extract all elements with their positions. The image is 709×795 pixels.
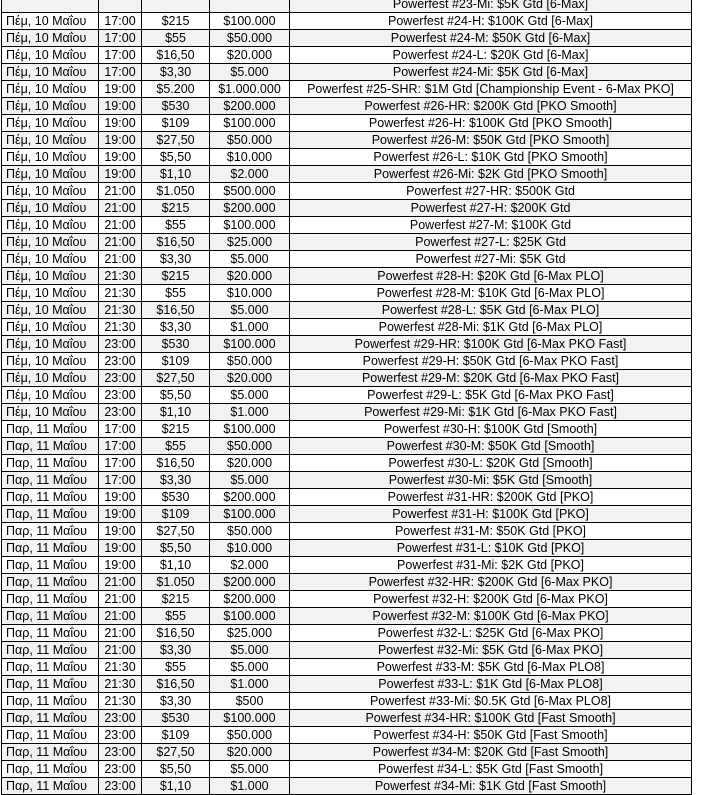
table-row <box>2 183 692 200</box>
time-cell: 19:00 <box>99 132 142 149</box>
table-row <box>2 0 692 13</box>
date-cell: Πέμ, 10 Μαΐου <box>2 353 99 370</box>
tournament-name-cell: Powerfest #23-Mi: $5K Gtd [6-Max] <box>290 0 692 13</box>
date-cell: Παρ, 11 Μαΐου <box>2 591 99 608</box>
table-row <box>2 81 692 98</box>
buyin-cell: $3,30 <box>142 472 210 489</box>
guarantee-cell <box>210 0 290 13</box>
time-cell: 21:00 <box>99 183 142 200</box>
tournament-name-cell: Powerfest #25-SHR: $1M Gtd [Championship Event - 6-Max PKO] <box>290 81 692 98</box>
guarantee-cell: $200.000 <box>210 574 290 591</box>
time-cell: 21:30 <box>99 693 142 710</box>
tournament-name-cell: Powerfest #27-HR: $500K Gtd <box>290 183 692 200</box>
table-row <box>2 489 692 506</box>
date-cell: Παρ, 11 Μαΐου <box>2 710 99 727</box>
time-cell: 19:00 <box>99 557 142 574</box>
tournament-name-cell: Powerfest #26-L: $10K Gtd [PKO Smooth] <box>290 149 692 166</box>
tournament-name-cell: Powerfest #31-L: $10K Gtd [PKO] <box>290 540 692 557</box>
date-cell: Πέμ, 10 Μαΐου <box>2 47 99 64</box>
buyin-cell: $215 <box>142 268 210 285</box>
date-cell: Παρ, 11 Μαΐου <box>2 744 99 761</box>
buyin-cell: $3,30 <box>142 319 210 336</box>
time-cell: 21:30 <box>99 319 142 336</box>
buyin-cell: $3,30 <box>142 693 210 710</box>
guarantee-cell: $5.000 <box>210 64 290 81</box>
date-cell: Παρ, 11 Μαΐου <box>2 506 99 523</box>
tournament-name-cell: Powerfest #26-Mi: $2K Gtd [PKO Smooth] <box>290 166 692 183</box>
time-cell: 19:00 <box>99 489 142 506</box>
date-cell: Παρ, 11 Μαΐου <box>2 625 99 642</box>
time-cell: 17:00 <box>99 64 142 81</box>
table-row <box>2 47 692 64</box>
buyin-cell: $55 <box>142 285 210 302</box>
table-row <box>2 13 692 30</box>
date-cell: Πέμ, 10 Μαΐου <box>2 30 99 47</box>
date-cell: Πέμ, 10 Μαΐου <box>2 302 99 319</box>
table-row <box>2 591 692 608</box>
table-row <box>2 727 692 744</box>
date-cell: Παρ, 11 Μαΐου <box>2 540 99 557</box>
table-row <box>2 659 692 676</box>
time-cell: 21:00 <box>99 200 142 217</box>
time-cell: 21:00 <box>99 608 142 625</box>
time-cell: 23:00 <box>99 336 142 353</box>
tournament-name-cell: Powerfest #29-L: $5K Gtd [6-Max PKO Fast] <box>290 387 692 404</box>
guarantee-cell: $25.000 <box>210 625 290 642</box>
buyin-cell: $16,50 <box>142 625 210 642</box>
tournament-name-cell: Powerfest #26-M: $50K Gtd [PKO Smooth] <box>290 132 692 149</box>
date-cell <box>2 0 99 13</box>
time-cell: 17:00 <box>99 421 142 438</box>
buyin-cell: $5,50 <box>142 387 210 404</box>
date-cell: Παρ, 11 Μαΐου <box>2 608 99 625</box>
tournament-name-cell: Powerfest #24-M: $50K Gtd [6-Max] <box>290 30 692 47</box>
date-cell: Πέμ, 10 Μαΐου <box>2 251 99 268</box>
guarantee-cell: $10.000 <box>210 540 290 557</box>
date-cell: Παρ, 11 Μαΐου <box>2 778 99 795</box>
time-cell: 23:00 <box>99 727 142 744</box>
tournament-name-cell: Powerfest #29-HR: $100K Gtd [6-Max PKO Fast] <box>290 336 692 353</box>
buyin-cell: $27,50 <box>142 523 210 540</box>
tournament-name-cell: Powerfest #26-H: $100K Gtd [PKO Smooth] <box>290 115 692 132</box>
buyin-cell: $55 <box>142 608 210 625</box>
guarantee-cell: $100.000 <box>210 506 290 523</box>
table-row <box>2 574 692 591</box>
tournament-name-cell: Powerfest #29-Mi: $1K Gtd [6-Max PKO Fast] <box>290 404 692 421</box>
tournament-name-cell: Powerfest #30-L: $20K Gtd [Smooth] <box>290 455 692 472</box>
table-row <box>2 625 692 642</box>
time-cell: 19:00 <box>99 540 142 557</box>
time-cell: 17:00 <box>99 30 142 47</box>
time-cell: 23:00 <box>99 761 142 778</box>
buyin-cell <box>142 0 210 13</box>
guarantee-cell: $1.000 <box>210 676 290 693</box>
date-cell: Πέμ, 10 Μαΐου <box>2 268 99 285</box>
table-row <box>2 540 692 557</box>
schedule-body <box>2 0 692 795</box>
tournament-name-cell: Powerfest #30-M: $50K Gtd [Smooth] <box>290 438 692 455</box>
buyin-cell: $109 <box>142 727 210 744</box>
guarantee-cell: $10.000 <box>210 149 290 166</box>
guarantee-cell: $50.000 <box>210 353 290 370</box>
buyin-cell: $5,50 <box>142 149 210 166</box>
time-cell: 19:00 <box>99 523 142 540</box>
table-row <box>2 472 692 489</box>
guarantee-cell: $100.000 <box>210 115 290 132</box>
tournament-name-cell: Powerfest #34-L: $5K Gtd [Fast Smooth] <box>290 761 692 778</box>
time-cell: 21:00 <box>99 234 142 251</box>
tournament-name-cell: Powerfest #27-H: $200K Gtd <box>290 200 692 217</box>
date-cell: Πέμ, 10 Μαΐου <box>2 387 99 404</box>
time-cell: 21:30 <box>99 268 142 285</box>
time-cell: 17:00 <box>99 13 142 30</box>
tournament-name-cell: Powerfest #28-Mi: $1K Gtd [6-Max PLO] <box>290 319 692 336</box>
buyin-cell: $5.200 <box>142 81 210 98</box>
time-cell: 17:00 <box>99 472 142 489</box>
buyin-cell: $16,50 <box>142 234 210 251</box>
table-row <box>2 421 692 438</box>
guarantee-cell: $50.000 <box>210 523 290 540</box>
date-cell: Πέμ, 10 Μαΐου <box>2 200 99 217</box>
time-cell: 23:00 <box>99 353 142 370</box>
buyin-cell: $530 <box>142 98 210 115</box>
date-cell: Πέμ, 10 Μαΐου <box>2 183 99 200</box>
date-cell: Παρ, 11 Μαΐου <box>2 676 99 693</box>
tournament-name-cell: Powerfest #33-M: $5K Gtd [6-Max PLO8] <box>290 659 692 676</box>
date-cell: Πέμ, 10 Μαΐου <box>2 132 99 149</box>
guarantee-cell: $5.000 <box>210 761 290 778</box>
tournament-name-cell: Powerfest #24-Mi: $5K Gtd [6-Max] <box>290 64 692 81</box>
table-row <box>2 557 692 574</box>
date-cell: Πέμ, 10 Μαΐου <box>2 64 99 81</box>
buyin-cell: $215 <box>142 421 210 438</box>
tournament-name-cell: Powerfest #33-L: $1K Gtd [6-Max PLO8] <box>290 676 692 693</box>
buyin-cell: $27,50 <box>142 132 210 149</box>
table-row <box>2 506 692 523</box>
tournament-name-cell: Powerfest #34-HR: $100K Gtd [Fast Smooth] <box>290 710 692 727</box>
time-cell: 21:30 <box>99 285 142 302</box>
guarantee-cell: $2.000 <box>210 557 290 574</box>
buyin-cell: $5,50 <box>142 540 210 557</box>
buyin-cell: $530 <box>142 489 210 506</box>
guarantee-cell: $200.000 <box>210 98 290 115</box>
time-cell: 19:00 <box>99 506 142 523</box>
tournament-name-cell: Powerfest #31-M: $50K Gtd [PKO] <box>290 523 692 540</box>
table-row <box>2 676 692 693</box>
tournament-name-cell: Powerfest #32-HR: $200K Gtd [6-Max PKO] <box>290 574 692 591</box>
date-cell: Παρ, 11 Μαΐου <box>2 761 99 778</box>
date-cell: Παρ, 11 Μαΐου <box>2 438 99 455</box>
guarantee-cell: $100.000 <box>210 421 290 438</box>
buyin-cell: $1,10 <box>142 404 210 421</box>
time-cell: 19:00 <box>99 166 142 183</box>
table-row <box>2 285 692 302</box>
date-cell: Πέμ, 10 Μαΐου <box>2 217 99 234</box>
date-cell: Πέμ, 10 Μαΐου <box>2 336 99 353</box>
buyin-cell: $215 <box>142 200 210 217</box>
table-row <box>2 115 692 132</box>
buyin-cell: $16,50 <box>142 676 210 693</box>
buyin-cell: $27,50 <box>142 370 210 387</box>
guarantee-cell: $5.000 <box>210 659 290 676</box>
date-cell: Παρ, 11 Μαΐου <box>2 489 99 506</box>
tournament-name-cell: Powerfest #34-M: $20K Gtd [Fast Smooth] <box>290 744 692 761</box>
buyin-cell: $109 <box>142 353 210 370</box>
guarantee-cell: $1.000 <box>210 404 290 421</box>
tournament-name-cell: Powerfest #32-M: $100K Gtd [6-Max PKO] <box>290 608 692 625</box>
tournament-name-cell: Powerfest #29-M: $20K Gtd [6-Max PKO Fast] <box>290 370 692 387</box>
date-cell: Παρ, 11 Μαΐου <box>2 523 99 540</box>
date-cell: Πέμ, 10 Μαΐου <box>2 81 99 98</box>
guarantee-cell: $20.000 <box>210 268 290 285</box>
date-cell: Πέμ, 10 Μαΐου <box>2 370 99 387</box>
guarantee-cell: $5.000 <box>210 302 290 319</box>
date-cell: Παρ, 11 Μαΐου <box>2 642 99 659</box>
table-row <box>2 217 692 234</box>
date-cell: Πέμ, 10 Μαΐου <box>2 98 99 115</box>
guarantee-cell: $20.000 <box>210 455 290 472</box>
tournament-name-cell: Powerfest #24-L: $20K Gtd [6-Max] <box>290 47 692 64</box>
date-cell: Πέμ, 10 Μαΐου <box>2 166 99 183</box>
buyin-cell: $215 <box>142 591 210 608</box>
time-cell: 21:00 <box>99 591 142 608</box>
table-row <box>2 370 692 387</box>
tournament-name-cell: Powerfest #34-Mi: $1K Gtd [Fast Smooth] <box>290 778 692 795</box>
time-cell: 23:00 <box>99 710 142 727</box>
time-cell: 21:30 <box>99 676 142 693</box>
buyin-cell: $1.050 <box>142 574 210 591</box>
table-row <box>2 268 692 285</box>
guarantee-cell: $100.000 <box>210 336 290 353</box>
tournament-name-cell: Powerfest #30-H: $100K Gtd [Smooth] <box>290 421 692 438</box>
tournament-name-cell: Powerfest #32-H: $200K Gtd [6-Max PKO] <box>290 591 692 608</box>
guarantee-cell: $200.000 <box>210 489 290 506</box>
guarantee-cell: $5.000 <box>210 251 290 268</box>
guarantee-cell: $100.000 <box>210 13 290 30</box>
time-cell: 17:00 <box>99 47 142 64</box>
table-row <box>2 761 692 778</box>
tournament-name-cell: Powerfest #31-HR: $200K Gtd [PKO] <box>290 489 692 506</box>
guarantee-cell: $20.000 <box>210 744 290 761</box>
guarantee-cell: $50.000 <box>210 727 290 744</box>
table-row <box>2 455 692 472</box>
buyin-cell: $27,50 <box>142 744 210 761</box>
buyin-cell: $55 <box>142 438 210 455</box>
table-row <box>2 642 692 659</box>
time-cell: 23:00 <box>99 778 142 795</box>
tournament-name-cell: Powerfest #32-L: $25K Gtd [6-Max PKO] <box>290 625 692 642</box>
date-cell: Παρ, 11 Μαΐου <box>2 455 99 472</box>
buyin-cell: $5,50 <box>142 761 210 778</box>
guarantee-cell: $100.000 <box>210 608 290 625</box>
guarantee-cell: $50.000 <box>210 30 290 47</box>
guarantee-cell: $100.000 <box>210 217 290 234</box>
time-cell: 19:00 <box>99 149 142 166</box>
guarantee-cell: $10.000 <box>210 285 290 302</box>
date-cell: Παρ, 11 Μαΐου <box>2 659 99 676</box>
guarantee-cell: $1.000.000 <box>210 81 290 98</box>
time-cell: 23:00 <box>99 387 142 404</box>
table-row <box>2 132 692 149</box>
tournament-name-cell: Powerfest #28-L: $5K Gtd [6-Max PLO] <box>290 302 692 319</box>
table-row <box>2 149 692 166</box>
date-cell: Παρ, 11 Μαΐου <box>2 693 99 710</box>
table-row <box>2 166 692 183</box>
buyin-cell: $55 <box>142 659 210 676</box>
time-cell: 21:30 <box>99 659 142 676</box>
table-row <box>2 302 692 319</box>
buyin-cell: $1.050 <box>142 183 210 200</box>
buyin-cell: $3,30 <box>142 642 210 659</box>
table-row <box>2 336 692 353</box>
table-row <box>2 387 692 404</box>
date-cell: Παρ, 11 Μαΐου <box>2 472 99 489</box>
buyin-cell: $109 <box>142 115 210 132</box>
tournament-name-cell: Powerfest #31-H: $100K Gtd [PKO] <box>290 506 692 523</box>
time-cell: 21:00 <box>99 217 142 234</box>
tournament-schedule-table <box>1 0 692 795</box>
buyin-cell: $16,50 <box>142 302 210 319</box>
guarantee-cell: $50.000 <box>210 438 290 455</box>
table-row <box>2 64 692 81</box>
buyin-cell: $215 <box>142 13 210 30</box>
date-cell: Πέμ, 10 Μαΐου <box>2 319 99 336</box>
tournament-name-cell: Powerfest #33-Mi: $0.5K Gtd [6-Max PLO8] <box>290 693 692 710</box>
table-row <box>2 234 692 251</box>
time-cell: 21:00 <box>99 625 142 642</box>
time-cell: 17:00 <box>99 455 142 472</box>
guarantee-cell: $500.000 <box>210 183 290 200</box>
guarantee-cell: $200.000 <box>210 591 290 608</box>
tournament-name-cell: Powerfest #24-H: $100K Gtd [6-Max] <box>290 13 692 30</box>
date-cell: Πέμ, 10 Μαΐου <box>2 13 99 30</box>
date-cell: Πέμ, 10 Μαΐου <box>2 285 99 302</box>
table-row <box>2 30 692 47</box>
time-cell: 17:00 <box>99 438 142 455</box>
table-row <box>2 319 692 336</box>
table-row <box>2 438 692 455</box>
tournament-name-cell: Powerfest #32-Mi: $5K Gtd [6-Max PKO] <box>290 642 692 659</box>
tournament-name-cell: Powerfest #30-Mi: $5K Gtd [Smooth] <box>290 472 692 489</box>
table-row <box>2 404 692 421</box>
tournament-name-cell: Powerfest #28-M: $10K Gtd [6-Max PLO] <box>290 285 692 302</box>
buyin-cell: $530 <box>142 710 210 727</box>
table-row <box>2 523 692 540</box>
buyin-cell: $530 <box>142 336 210 353</box>
time-cell: 21:30 <box>99 302 142 319</box>
date-cell: Πέμ, 10 Μαΐου <box>2 234 99 251</box>
table-row <box>2 353 692 370</box>
table-row <box>2 744 692 761</box>
tournament-name-cell: Powerfest #31-Mi: $2K Gtd [PKO] <box>290 557 692 574</box>
tournament-name-cell: Powerfest #27-Mi: $5K Gtd <box>290 251 692 268</box>
time-cell: 21:00 <box>99 251 142 268</box>
guarantee-cell: $20.000 <box>210 47 290 64</box>
table-row <box>2 98 692 115</box>
buyin-cell: $1,10 <box>142 557 210 574</box>
date-cell: Πέμ, 10 Μαΐου <box>2 404 99 421</box>
buyin-cell: $109 <box>142 506 210 523</box>
buyin-cell: $16,50 <box>142 455 210 472</box>
guarantee-cell: $100.000 <box>210 710 290 727</box>
time-cell: 19:00 <box>99 81 142 98</box>
guarantee-cell: $5.000 <box>210 642 290 659</box>
table-row <box>2 778 692 795</box>
guarantee-cell: $200.000 <box>210 200 290 217</box>
time-cell: 21:00 <box>99 574 142 591</box>
table-row <box>2 200 692 217</box>
time-cell: 23:00 <box>99 404 142 421</box>
guarantee-cell: $50.000 <box>210 132 290 149</box>
table-row <box>2 608 692 625</box>
table-row <box>2 710 692 727</box>
buyin-cell: $3,30 <box>142 251 210 268</box>
tournament-name-cell: Powerfest #27-L: $25K Gtd <box>290 234 692 251</box>
buyin-cell: $55 <box>142 30 210 47</box>
guarantee-cell: $20.000 <box>210 370 290 387</box>
buyin-cell: $55 <box>142 217 210 234</box>
guarantee-cell: $1.000 <box>210 319 290 336</box>
date-cell: Παρ, 11 Μαΐου <box>2 574 99 591</box>
time-cell: 23:00 <box>99 370 142 387</box>
date-cell: Παρ, 11 Μαΐου <box>2 421 99 438</box>
buyin-cell: $16,50 <box>142 47 210 64</box>
buyin-cell: $3,30 <box>142 64 210 81</box>
time-cell: 19:00 <box>99 115 142 132</box>
time-cell: 23:00 <box>99 744 142 761</box>
guarantee-cell: $500 <box>210 693 290 710</box>
time-cell <box>99 0 142 13</box>
time-cell: 21:00 <box>99 642 142 659</box>
date-cell: Παρ, 11 Μαΐου <box>2 557 99 574</box>
date-cell: Πέμ, 10 Μαΐου <box>2 149 99 166</box>
table-row <box>2 693 692 710</box>
guarantee-cell: $5.000 <box>210 387 290 404</box>
date-cell: Παρ, 11 Μαΐου <box>2 727 99 744</box>
tournament-name-cell: Powerfest #26-HR: $200K Gtd [PKO Smooth] <box>290 98 692 115</box>
guarantee-cell: $2.000 <box>210 166 290 183</box>
buyin-cell: $1,10 <box>142 778 210 795</box>
date-cell: Πέμ, 10 Μαΐου <box>2 115 99 132</box>
guarantee-cell: $5.000 <box>210 472 290 489</box>
tournament-name-cell: Powerfest #28-H: $20K Gtd [6-Max PLO] <box>290 268 692 285</box>
table-row <box>2 251 692 268</box>
time-cell: 19:00 <box>99 98 142 115</box>
tournament-name-cell: Powerfest #29-H: $50K Gtd [6-Max PKO Fast] <box>290 353 692 370</box>
guarantee-cell: $1.000 <box>210 778 290 795</box>
buyin-cell: $1,10 <box>142 166 210 183</box>
guarantee-cell: $25.000 <box>210 234 290 251</box>
tournament-name-cell: Powerfest #27-M: $100K Gtd <box>290 217 692 234</box>
tournament-name-cell: Powerfest #34-H: $50K Gtd [Fast Smooth] <box>290 727 692 744</box>
